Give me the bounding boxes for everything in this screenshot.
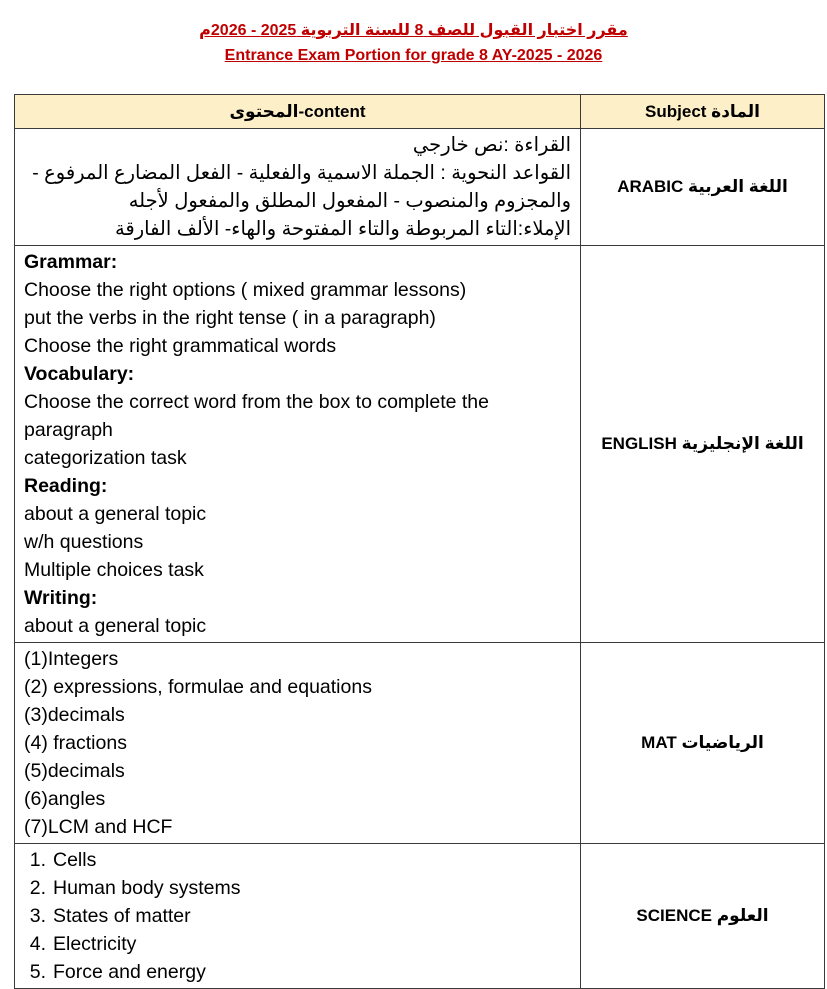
science-item-number: 5. <box>29 961 46 983</box>
subject-arabic: اللغة العربية ARABIC <box>581 129 825 246</box>
science-item-number: 4. <box>29 933 46 955</box>
vocabulary-item: Choose the correct word from the box to complete the paragraph <box>24 391 489 441</box>
science-item-text: Electricity <box>53 933 137 955</box>
vocabulary-item: categorization task <box>24 447 187 469</box>
math-item: (4) fractions <box>24 732 127 754</box>
header-subject: Subject المادة <box>581 95 825 129</box>
math-item: (5)decimals <box>24 760 125 782</box>
science-item-text: Human body systems <box>53 877 241 899</box>
table-row-math <box>15 643 825 844</box>
reading-item: Multiple choices task <box>24 559 204 581</box>
table-row-science <box>15 844 825 989</box>
header-content: content-المحتوى <box>15 95 581 129</box>
title-arabic: مقرر اختبار القبول للصف 8 للسنة التربوية 2025 - 2026م <box>199 22 628 39</box>
reading-heading: Reading: <box>24 475 108 497</box>
writing-item: about a general topic <box>24 615 207 637</box>
science-item-number: 2. <box>29 877 46 899</box>
science-content <box>15 844 581 989</box>
subject-english: اللغة الإنجليزية ENGLISH <box>581 246 825 643</box>
reading-item: about a general topic <box>24 503 207 525</box>
arabic-line-grammar: القواعد النحوية : الجملة الاسمية والفعلية - الفعل المضارع المرفوع - والمجزوم والمنصوب - المفعول المطلق والمفعول لأجله <box>32 162 571 212</box>
science-item <box>24 902 572 930</box>
arabic-line-reading: القراءة :نص خارجي <box>412 134 571 156</box>
title-english: Entrance Exam Portion for grade 8 AY-2025 - 2026 <box>224 47 603 64</box>
math-content <box>15 643 581 844</box>
subject-science: العلوم SCIENCE <box>581 844 825 989</box>
grammar-item: Choose the right grammatical words <box>24 335 337 357</box>
science-item <box>24 930 572 958</box>
science-item-text: States of matter <box>53 905 191 927</box>
grammar-item: Choose the right options ( mixed grammar lessons) <box>24 279 467 301</box>
science-item-number: 1. <box>29 849 46 871</box>
science-item <box>24 874 572 902</box>
writing-heading: Writing: <box>24 587 98 609</box>
math-item: (6)angles <box>24 788 106 810</box>
science-item-number: 3. <box>29 905 46 927</box>
arabic-content <box>15 129 581 246</box>
table-header-row <box>15 95 825 129</box>
math-item: (1)Integers <box>24 648 119 670</box>
subject-math: الرياضيات MAT <box>581 643 825 844</box>
arabic-line-dictation: الإملاء:التاء المربوطة والتاء المفتوحة والهاء- الألف الفارقة <box>114 218 571 240</box>
science-item <box>24 958 572 986</box>
math-item: (3)decimals <box>24 704 125 726</box>
science-item-text: Force and energy <box>53 961 206 983</box>
table-row-arabic <box>15 129 825 246</box>
english-content <box>15 246 581 643</box>
science-item <box>24 846 572 874</box>
grammar-heading: Grammar: <box>24 251 118 273</box>
reading-item: w/h questions <box>24 531 144 553</box>
exam-portion-table <box>14 94 825 989</box>
math-item: (2) expressions, formulae and equations <box>24 676 372 698</box>
grammar-item: put the verbs in the right tense ( in a paragraph) <box>24 307 436 329</box>
math-item: (7)LCM and HCF <box>24 816 173 838</box>
science-item-text: Cells <box>53 849 97 871</box>
table-row-english <box>15 246 825 643</box>
vocabulary-heading: Vocabulary: <box>24 363 135 385</box>
